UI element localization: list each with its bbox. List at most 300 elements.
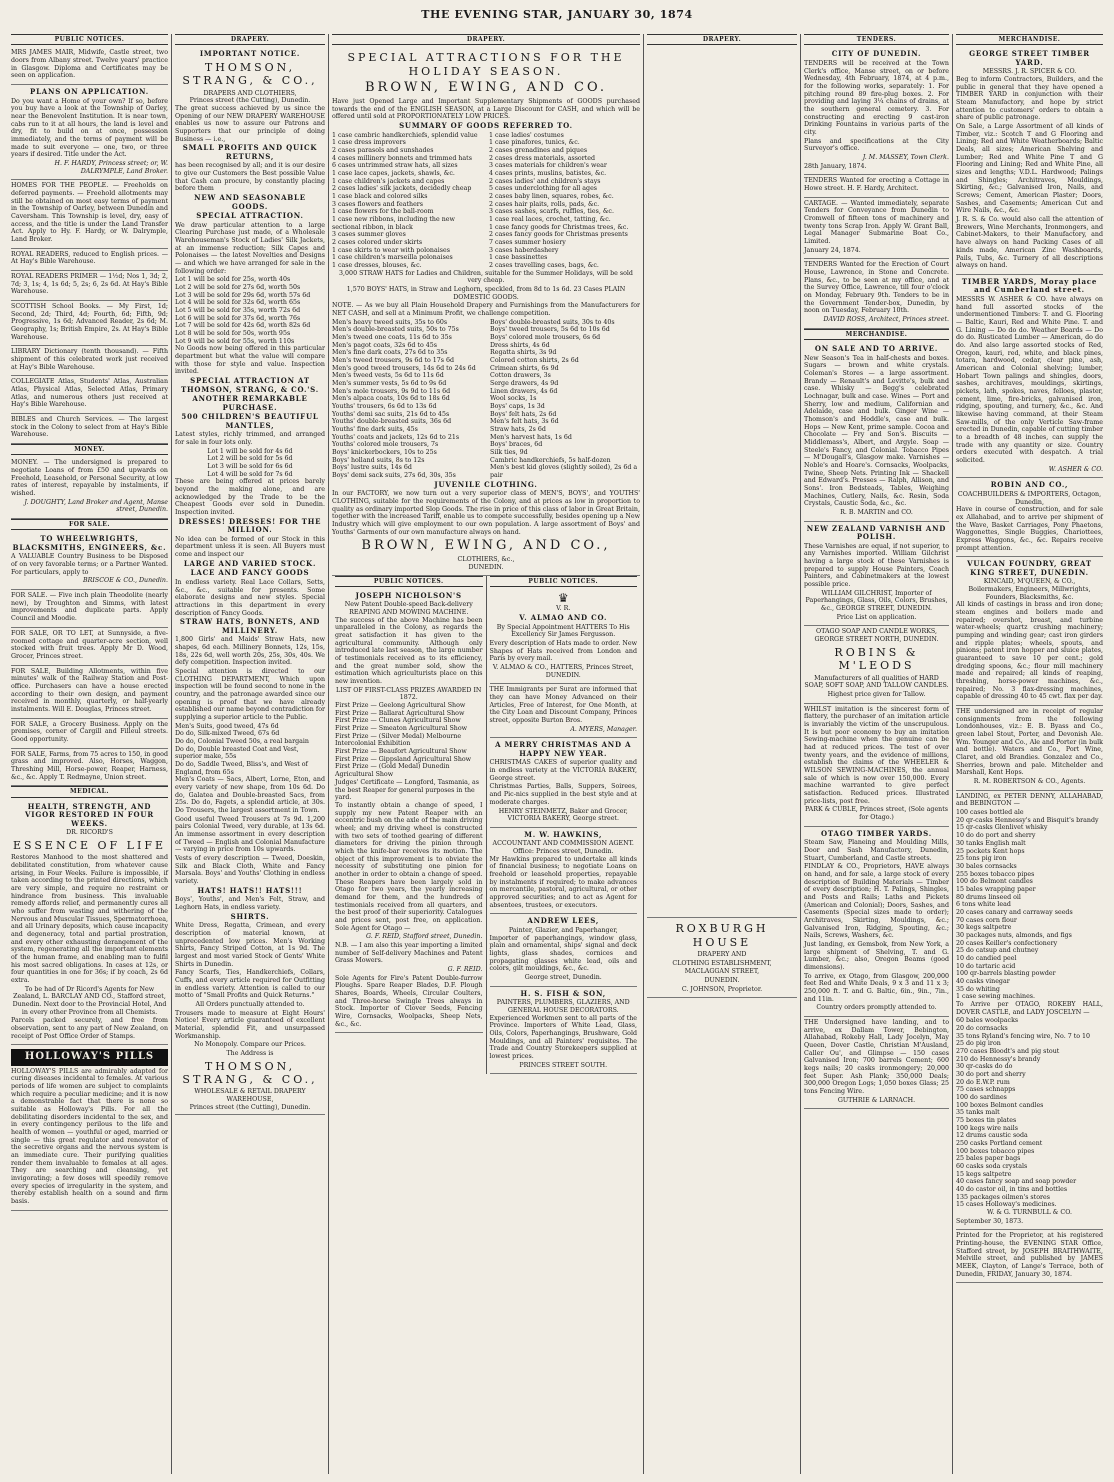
arrive-item: 270 cases Bloodt's and pig stout xyxy=(956,1047,1060,1055)
suit-item: Men's Suits, good tweed, 47s 6d xyxy=(175,722,279,730)
prize-item: First Prize — Beaufort Agricultural Show xyxy=(335,748,467,756)
ad-text: DUNEDIN. xyxy=(704,977,740,985)
arrive-item: 60 casks soda crystals xyxy=(956,1163,1028,1171)
ad-address: Office: Princes street, Dunedin. xyxy=(512,848,614,856)
arrive-item: 20 do cornsacks xyxy=(956,1024,1008,1032)
prize-item: First Prize — Smeaton Agricultural Show xyxy=(335,725,468,733)
price-item: Men's pagot coats, 32s 6d to 45s xyxy=(332,341,438,349)
ad-text: BIBLES and Church Services. — The largest stock in the Colony to select from at Hay's Bible Warehouse. xyxy=(11,416,168,439)
goods-item: 3 cases materials for children's wear xyxy=(489,162,607,170)
lot-item: Lot 6 will be sold for 37s 6d, worth 76s xyxy=(175,314,301,322)
landing-item: 100 do Belmont candles xyxy=(956,878,1033,886)
ad-text: All Orders punctually attended to. xyxy=(195,1000,305,1008)
ad-text: By Special Appointment HATTERS To His Excellency Sir James Fergusson. xyxy=(496,623,630,639)
ad-title: ANDREW LEES, xyxy=(527,916,600,926)
landing-item: 25 pockets Kent hops xyxy=(956,847,1025,855)
ad-heading: TIMBER YARDS, Moray place and Cumberland street. xyxy=(961,276,1098,295)
hawkins-ad xyxy=(490,828,638,915)
royal-readers-ad xyxy=(11,249,168,271)
ad-title: KINCAID, M'QUEEN, & CO., xyxy=(983,578,1076,586)
ad-text: The Address is xyxy=(226,1049,274,1057)
ad-text: 3,000 STRAW HATS for Ladies and Children, suitable for the Summer Holidays, will be sold very cheap. xyxy=(339,269,633,285)
ad-text: Price List on application. xyxy=(836,613,917,621)
ad-subheading: DR. RICORD'S xyxy=(66,829,113,837)
column-header: PUBLIC NOTICES. xyxy=(490,576,638,587)
ad-text: These are being offered at prices barely beyond the making alone, and are acknowledged by the Trade to be the Cheapest Goods ever sold in Dunedin. Inspection invited. xyxy=(175,478,325,517)
price-item: Men's good tweed trousers, 14s 6d to 24s 6d xyxy=(332,364,476,372)
ad-title: M. W. HAWKINS, xyxy=(524,829,603,839)
ad-text: FOR SALE, Building Allotments, within five minutes' walk of the Railway Station and Post-office. Purchasers can have a house erected according to their own design, and payment received in monthly, quarterly, or half-yearly instalments. Will E. Douglas, Princes street. xyxy=(11,667,168,713)
ad-text: LIBRARY Dictionary (tenth thousand). — Fifth shipment of this celebrated work just received at Hay's Bible Warehouse. xyxy=(11,348,168,371)
ad-heading: To Arrive per OTAGO, ROKEBY HALL, DOVER CASTLE, and LADY JOSCELYN — xyxy=(956,1000,1103,1016)
goods-item: 2 cases travelling cases, bags, &c. xyxy=(489,261,599,269)
robertson-ad xyxy=(956,706,1103,791)
sale-ad xyxy=(11,749,168,787)
royal-primer-ad xyxy=(11,271,168,301)
ad-subheading: Painter, Glazier, and Paperhanger, xyxy=(508,926,618,934)
ad-address: George street, Dunedin. xyxy=(524,973,602,981)
thomson-strang-ad xyxy=(175,47,325,1115)
ad-text: Experienced Workmen sent to all parts of the Province. Importers of White Lead, Glass, Oils, Colors, Paperhangings, Brushware, Gold Mouldings, and all Painters' requisites. The Trade and Country Storekeepers supplied at lowest prices. xyxy=(489,1014,637,1060)
landing-item: 100 cases bottled ale xyxy=(956,809,1024,817)
ad-text: Vests of every description — Tweed, Doeskin, Silk and Black Cloth, White and Fancy Marsala. Boys' and Youths' Clothing in endless variety. xyxy=(175,855,325,886)
goods-item: 1 case skirts to wear with polonaises xyxy=(332,246,450,254)
price-item: Boys' colored mole trousers, 6s 6d xyxy=(490,334,601,341)
ad-text: Beg to inform Contractors, Builders, and the public in general that they have opened a TIMBER YARD in conjunction with their Steam Manufactory, and hope by strict attention to customers' orders to obtain a share of public patronage. xyxy=(956,76,1103,122)
landing-item: 20 cases Keiller's confectionery xyxy=(956,939,1058,947)
landing-item: 10 do candied peel xyxy=(956,954,1017,962)
varnish-ad xyxy=(804,522,949,627)
goods-item: 1 case ladies' costumes xyxy=(489,131,564,139)
suit-item: Do do, Double breasted Coat and Vest, superior make, 55s xyxy=(175,745,299,761)
price-item: Cambric handkerchiefs, 5s half-dozen xyxy=(490,456,611,464)
blank-space xyxy=(647,47,797,917)
goods-item: 1 case flowers for the ball-room xyxy=(332,208,434,216)
vulcan-foundry-ad xyxy=(956,557,1103,706)
prize-item: First Prize — (Gold Medal) Dunedin Agricultural Show xyxy=(335,763,450,779)
ad-title: ROBIN AND CO., xyxy=(990,480,1069,490)
ad-text: Every description of Hats made to order. New Shapes of Hats received from London and Paris by every mail. xyxy=(489,640,637,663)
ad-signature: WILLIAM GILCHRIST, Importer of Paperhangings, Glass, Oils, Colors, Brushes, &c., GEORGE STREET, DUNEDIN. xyxy=(805,589,948,613)
ad-text: 1,570 BOYS' HATS, in Straw and Leghorn, speckled, from 8d to 1s 6d. 23 Cases PLAIN DOMESTIC GOODS. xyxy=(346,285,626,301)
martin-onsale-ad xyxy=(804,342,949,522)
landing-item: 6 tons white lead xyxy=(956,901,1011,909)
ad-heading: LIST OF FIRST-CLASS PRIZES AWARDED IN 1872. xyxy=(336,686,482,702)
sale-ad xyxy=(11,719,168,749)
victoria-bakery-ad xyxy=(490,738,638,827)
arrive-item: 100 boxes Belmont candles xyxy=(956,1101,1044,1109)
arrive-item: 15 cases Holloway's medicines. xyxy=(956,1201,1057,1209)
ad-text: Highest price given for Tallow. xyxy=(827,690,926,698)
roxburgh-house-ad xyxy=(647,917,797,998)
price-item: Men's summer vests, 5s 6d to 9s 6d xyxy=(332,380,447,388)
price-item: Boys' holland suits, 8s to 12s xyxy=(332,456,425,464)
goods-item: 4 cases prints, muslins, batistes, &c. xyxy=(489,169,607,177)
lot-item: Lot 3 will be sold for 6s 6d xyxy=(207,463,293,471)
ad-text: Latest styles, richly trimmed, and arranged for sale in four lots only. xyxy=(175,431,325,446)
ad-text: FOR SALE. — Five inch plain Theodolite (nearly new), by Troughton and Simms, with latest improvements and duplicate parts. Apply Council and Moodie. xyxy=(11,592,168,623)
lot-item: Lot 1 will be sold for 25s, worth 40s xyxy=(175,276,291,284)
ad-address: Princes street (the Cutting), Dunedin. xyxy=(189,97,311,105)
price-item: Men's double-breasted suits, 50s to 75s xyxy=(332,326,459,334)
ad-text: Restores Manhood to the most shattered and debilitated constitution, from whatever cause arising, in Four Weeks. Failure is impossible, if taken according to the printed directions, which are very simple, and require no restraint or hindrance from business. This invaluable remedy affords relief, and permanently cures all who suffer from wasting and withering of the Nervous and Muscular Tissues, Spermatorrhoea, and all Urinary deposits, which cause incapacity and degeneracy, total and partial prostration, and every other exhausting derangement of the system, regenerating all the important elements of the human frame, and enabling man to fulfil his most sacred obligations. In cases at 12s, or four quantities in one for 36s; if by coach, 2s 6d extra. xyxy=(11,854,168,984)
arrive-item: 25 bales paper bags xyxy=(956,1155,1021,1163)
landing-item: 80 drums linseed oil xyxy=(956,893,1021,901)
section-header: MERCHANDISE. xyxy=(804,329,949,340)
nicholson-reaper-ad xyxy=(335,589,483,1033)
ad-text: WHILST imitation is the sincerest form of flattery, the purchaser of an imitation article is invariably the victim of the unscrupulous. It is but poor economy to buy an imitation Sewing-machine when the genuine can be had at reduced prices. The test of over twenty years, and the evidence of millions, establish the claims of the WHEELER & WILSON SEWING-MACHINES, the annual sale of which is now over 150,000. Every machine warranted to give perfect satisfaction. Reduced prices. Illustrated price-lists, post free. xyxy=(804,705,949,805)
ad-heading: NEW AND SEASONABLE GOODS. xyxy=(194,193,306,211)
ad-subheading: PAINTERS, PLUMBERS, GLAZIERS, AND GENERAL HOUSE DECORATORS. xyxy=(496,999,630,1014)
ad-subheading: V. R. xyxy=(556,605,571,613)
ad-text: MACLAGGAN STREET, xyxy=(684,968,760,976)
ad-text: No Goods now being offered in this particular department but what the value will compare with those for style and value. Inspection invited. xyxy=(175,345,325,376)
ad-heading: LANDING, ex PETER DENNY, ALLAHABAD, and BEBINGTON — xyxy=(956,792,1103,808)
ad-text: The great success achieved by us since the Opening of our NEW DRAPERY WAREHOUSE enables us now to assure our Patrons and Supporters that our principle of doing Business — i.e., xyxy=(175,105,325,143)
ad-text: MESSRS W. ASHER & CO. have always on hand full assorted stocks of the undermentioned Timbers: T. and G. Flooring — Baltic, Kauri, Red and White Pine. T. and G. Lining — Do do do. Weather Boards — Do do do. Rusticated Lumber — American, do do do. And also large assorted stocks of Red, Oregon, kauri, red, white, and black pines, totara, hardwood, cedar, clear pine, ash, American and Colonial shelving; lumber, Hobart Town palings and shingles, doors, sashes, architraves, mouldings, skirtings, pickets, lath, spokes, naves, felloes, plaster, cement, lime, fire-bricks, galvanised iron, ridging, spouting, and turnery, &c., &c. And likewise having command, at their Steam Saw-mills, of the only Verticle Saw-frame erected in Dunedin, capable of cutting timber to a breadth of 48 inches, can supply the trade with any quantity or size. Country orders executed with despatch. A trial solicited. xyxy=(956,295,1103,465)
price-item: Men's tweed vests, 5s 6d to 11s 6d xyxy=(332,372,444,380)
landing-item: 25 do catsup and chutney xyxy=(956,947,1039,955)
goods-item: 1 case dress improvers xyxy=(332,139,406,147)
ad-text: A VALUABLE Country Business to be Disposed of on very favorable terms; or a Partner Wanted. For particulars, apply to xyxy=(11,553,168,576)
prize-item: First Prize — Ballarat Agricultural Show xyxy=(335,709,465,717)
ad-title: BROWN, EWING, AND CO., xyxy=(361,538,611,554)
library-ad xyxy=(11,346,168,376)
essence-of-life-ad xyxy=(11,800,168,1046)
goods-item: 1 case lace capes, jackets, shawls, &c. xyxy=(332,169,455,177)
midwife-ad xyxy=(11,47,168,85)
landing-item: 15 qr-casks Glenlivet whisky xyxy=(956,824,1048,832)
column-header: TENDERS. xyxy=(804,34,949,45)
column-header: PUBLIC NOTICES. xyxy=(11,34,168,45)
price-item: Linen drawers, 4s 6d xyxy=(490,387,558,395)
goods-item: 7 cases summer hosiery xyxy=(489,238,566,246)
ad-text: CLOTHING ESTABLISHMENT, xyxy=(672,959,772,967)
collegiate-ad xyxy=(11,376,168,414)
goods-item: 6 cases untrimmed straw hats, all sizes xyxy=(332,162,458,170)
price-list-right xyxy=(490,319,640,480)
royal-crest-icon: ♛ xyxy=(557,590,569,605)
bibles-ad xyxy=(11,414,168,444)
lot-item: Lot 4 will be sold for 32s 6d, worth 65s xyxy=(175,299,301,307)
landing-item: 100 qr-barrels blasting powder xyxy=(956,970,1056,978)
ad-text: Trousers made to measure at Eight Hours' Notice! Every article guaranteed of excellent Material, splendid Fit, and unsurpassed Workmanship. xyxy=(175,1009,325,1040)
ad-heading: OTAGO SOAP AND CANDLE WORKS, GEORGE STREET NORTH, DUNEDIN. xyxy=(814,628,939,644)
price-item: Boys' caps, 1s 3d xyxy=(490,403,545,411)
ad-signature: A. MYERS, Manager. xyxy=(570,725,637,733)
goods-item: 1 case pinafores, tunics, &c. xyxy=(489,139,580,147)
arrive-item: 210 do Hennessy's brandy xyxy=(956,1055,1041,1063)
goods-item: 2 cases parasols and sunshades xyxy=(332,146,434,154)
ad-title: ESSENCE OF LIFE xyxy=(13,838,166,852)
section-header: MONEY. xyxy=(11,444,168,455)
ad-subheading: Boilermakers, Engineers, Millwrights, Founders, Blacksmiths, &c. xyxy=(968,586,1091,601)
cartage-ad xyxy=(804,198,949,260)
ad-heading: HATS! HATS!! HATS!!! xyxy=(197,885,303,895)
ad-date: January 24, 1874. xyxy=(804,246,861,254)
lot-list xyxy=(175,448,325,479)
ad-text: Have just Opened Large and Important Supplementary Shipments of GOODS purchased towards the end of the ENGLISH SEASON, at a Large Discount for CASH, and which will be offered until sold at PROPORTIONATELY LOW PRICES. xyxy=(332,97,640,121)
ad-subheading: WHOLESALE & RETAIL DRAPERY WAREHOUSE, xyxy=(194,1088,306,1104)
holloway-banner: HOLLOWAY'S PILLS xyxy=(11,1049,168,1065)
ad-text: Parcels packed securely, and free from observation, sent to any part of New Zealand, on receipt of Post Office Order of Stamps. xyxy=(11,1017,168,1040)
goods-item: 3 cases sashes, scarfs, ruffles, ties, &c. xyxy=(489,208,614,216)
ad-signature: J. M. MASSEY, Town Clerk. xyxy=(862,153,949,161)
lot-item: Lot 1 will be sold for 4s 6d xyxy=(207,447,293,455)
ad-text: New Season's Tea in half-chests and boxes. Sugars — brown and white crystals. Coleman's Stores — a large assortment. Brandy — Renault's and Levitte's, bulk and case. Whisky — Begg's celebrated Lochnagar, bulk and case. Wines — Port and Sherry, low and medium, Californian and Adelaide, case and bulk. Ginger Wine — Thomson's and Hoddle's, case and bulk. Hops — New Kent, prime sample. Cocoa and Chocolate — Fry and Son's. Biscuits — Middlemass's, Albert, and Argyle. Soap — Steele's Fancy, and Colonial. Tobacco Pipes — M'Dougall's, Glasgow make. Varnishes — Noble's and Hoare's. Cornsacks, Woolpacks, Twine, Sheep Nets. Printing Ink — Shackell and Edward's. Presses — Ralph, Allison, and Sons'. Iron Bedsteads, Tables, Weighing Machines, Cutlery, Nails, &c. Resin, Soda Crystals, Caustic Soda, &c., &c. xyxy=(804,354,949,508)
ad-text: Just landing, ex Gemsbok, from New York, a large shipment of Shelving, T. and G. Lumber, &c.; also, Oregon Beams (good dimensions). xyxy=(804,940,949,971)
ad-signature: G. F. REID, Stafford street, Dunedin. xyxy=(366,933,483,941)
imprint-text: Printed for the Proprietor, at his registered Printing-house, the EVENING STAR Office, Stafford street, by JOSEPH BRAITHWAITE, Melville street, and published by JAMES MEEK, Clayton, of Lange's Terrace, both of Dunedin, FRIDAY, January 30, 1874. xyxy=(956,1232,1103,1278)
lot-item: Lot 8 will be sold for 50s, worth 95s xyxy=(175,330,291,338)
goods-item: 1 case dresses, blouses, &c. xyxy=(332,261,422,269)
price-item: Men's harvest hats, 1s 6d xyxy=(490,433,572,441)
arrive-item: 40 cases fancy soap and soap powder xyxy=(956,1178,1077,1186)
ad-signature: R. M. ROBERTSON & CO., Agents. xyxy=(973,778,1086,786)
ad-text: N.B. — I am also this year importing a limited number of Self-delivery Machines and Patent Grass Mowers. xyxy=(335,941,483,965)
price-item: Men's alpaca coats, 10s 6d to 18s 6d xyxy=(332,395,450,403)
clothing-prices xyxy=(332,319,640,480)
prize-item: Judges' Certificate — Longford, Tasmania, as the best Reaper for general purposes in the yard. xyxy=(335,778,479,802)
column-tenders xyxy=(800,34,952,1474)
scottish-books-ad xyxy=(11,301,168,346)
ad-text: MONEY. — The undersigned is prepared to negotiate Loans of from £50 and upwards on Freehold, Leasehold, or Personal Security, at low rates of interest, repayable by instalments, if wished. xyxy=(11,459,168,498)
ad-signature: G. F. REID. xyxy=(447,965,483,973)
ad-text: In our FACTORY, we now turn out a very superior class of MEN'S, BOYS', and YOUTHS' CLOTHING, suitable for the requirements of the Colony, and at prices as low in proportion to quality as ordinary imported Slop Goods. The rise in price of this class of labor in Great Britain, together with the increased Tariff, enable us to compete successfully, besides opening up a New Industry which will give employment to our own population. A large assortment of Boys' and Youths' Garments of our own manufacture always on hand. xyxy=(332,490,640,536)
cottage-tender-ad xyxy=(804,175,949,197)
ad-heading: LARGE AND VARIED STOCK. xyxy=(183,558,317,568)
ad-heading: ON SALE AND TO ARRIVE. xyxy=(814,343,939,353)
ad-title: H. S. FISH & SON, xyxy=(520,988,606,998)
price-item: Men's felt hats, 3s 6d xyxy=(490,418,559,426)
landing-item: 20 cases canary and carraway seeds xyxy=(956,908,1073,916)
prize-item: First Prize — Geelong Agricultural Show xyxy=(335,702,466,710)
ad-address: DUNEDIN. xyxy=(468,563,504,571)
money-ad xyxy=(11,457,168,519)
lot-item: Lot 2 will be sold for 5s 6d xyxy=(207,455,293,463)
ad-date: September 30, 1873. xyxy=(956,1217,1024,1225)
ad-text: All kinds of castings in brass and iron done; steam engines and boilers made and repaired; overshot, breast, and turbine water-wheels; quartz crushing machinery; pumping and winding gear; cast iron girders and ripple plates; wheels, spouts, and pinions; patent iron hopper and sluice plates, guaranteed to save 10 per cent.; gold dredging spoons, &c.; flour mill machinery made and repaired; all kinds of reaping, threshing, horse-power machines, &c., repaired; No. 3 flax-dressing machines, capable of dressing 40 to 45 cwt. flax per day. xyxy=(956,601,1103,701)
arrive-item: 15 kegs saltpetre xyxy=(956,1170,1012,1178)
section-header: MEDICAL. xyxy=(11,786,168,797)
arrive-item: 30 do port and sherry xyxy=(956,1070,1026,1078)
ad-text: Manufacturers of all qualities of HARD SOAP, SOFT SOAP, AND TALLOW CANDLES. xyxy=(804,674,949,690)
goods-summary xyxy=(332,132,640,270)
price-item: Men's tweed one coats, 11s 6d to 35s xyxy=(332,334,452,341)
ad-text: Importer of paperhangings, window glass, plain and ornamental, ships' signal and deck lights, glass shades, cornices and propagating glasses white lead, oils and colors, gilt mouldings, &c., &c. xyxy=(489,934,637,973)
ad-text: Plans and specifications at the City Surveyor's office. xyxy=(804,137,949,153)
ad-heading: PLANS ON APPLICATION. xyxy=(30,87,149,96)
ad-heading: IMPORTANT NOTICE. xyxy=(199,49,301,59)
goods-list-right xyxy=(489,132,640,270)
ad-heading: 500 CHILDREN'S BEAUTIFUL MANTLES, xyxy=(181,412,319,430)
ad-text: To be had of Dr Ricord's Agents for New Zealand, L. BARCLAY AND CO., Stafford street, Dunedin. Next door to the Provincial Hotel, And in every other Province from all Chemists. xyxy=(12,985,167,1016)
ad-text: To instantly obtain a change of speed, I supply my new Patent Reaper with an eccentric bush on the axle of the main driving wheel; and my driving wheel is constructed with two sets of toothed gearing of different diameters for driving the pinion through which the knife-bar receives its motion. The object of this improvement is to obviate the necessity of substituting one pinion for another in order to obtain a change of speed. These Reapers have been largely sold in Otago for two years, the yearly increasing demand for them, and the hundreds of testimonials received from all quarters, and the best proof of their superiority. Catalogues and prices sent, post free, on application. Sole Agent for Otago — xyxy=(335,801,483,932)
landing-item: 20 qr-casks Hennessy's and Bisquit's brandy xyxy=(956,816,1099,824)
column-drapery-roxburgh xyxy=(643,34,800,1474)
robin-coachbuilders-ad xyxy=(956,478,1103,557)
price-item: Youths' colored mole trousers, 7s xyxy=(332,441,439,449)
column-merchandise xyxy=(952,34,1106,1474)
arrive-item: 12 drums caustic soda xyxy=(956,1132,1028,1140)
landing-item: 40 casks vinegar xyxy=(956,977,1010,985)
ad-text: has been recognised by all; and it is our desire to give our Customers the Best possible Value that Cash can procure, by constantly placing before them xyxy=(175,162,325,193)
price-item: Straw hats, 2s 6d xyxy=(490,426,546,434)
price-item: Men's mole trousers, 9s 9d to 11s 6d xyxy=(332,387,451,395)
newspaper-title: THE EVENING STAR, JANUARY 30, 1874 xyxy=(421,8,693,21)
lot-item: Lot 4 will be sold for 7s 6d xyxy=(207,470,293,478)
lot-item: Lot 2 will be sold for 27s 6d, worth 50s xyxy=(175,284,301,292)
goods-item: 4 cases millinery bonnets and trimmed hats xyxy=(332,154,472,162)
ad-signature: HENRY STEINMETZ, Baker and Grocer, VICTORIA BAKERY, George street. xyxy=(498,807,628,823)
suit-item: Do do, Silk-mixed Tweed, 67s 6d xyxy=(175,730,280,738)
ad-text: J. R. S. & Co. would also call the attention of Brewers, Wine Merchants, Ironmongers, and Cabinet-Makers, to their Manufactory, and have always on hand Packing Cases of all kinds made, American Zinc Washboards, Pails, Tubs, &c. Turnery of all descriptions always on hand. xyxy=(956,216,1103,270)
city-tenders-ad xyxy=(804,47,949,175)
prize-item: First Prize — (Silver Medal) Melbourne Intercolonial Exhibition xyxy=(335,732,462,748)
arrive-item: 60 bales woolpacks xyxy=(956,1017,1019,1025)
ad-title: THOMSON, STRANG, & CO., xyxy=(182,60,318,88)
ad-text: TENDERS Wanted for the Erection of Court House, Lawrence, in Stone and Concrete. Plans, &c., to be seen at my office, and at the Survey Office, Lawrence, till four o'clock on Monday, February 9th. Tenders to be in the Government Tender-box, Dunedin, by noon on Tuesday, February 10th. xyxy=(804,261,949,315)
landing-item: 10 do do port and sherry xyxy=(956,832,1036,840)
price-item: Boys' lustre suits, 14s 6d xyxy=(332,464,412,472)
ad-text: Men's Coats — Sacs, Albert, Lorne, Eton, and every variety of new shape, from 10s 6d. Do do, Galatea and Double-breasted Sacs, from 25s. Do do, Fagets, a splendid article, at 30s. Do Trousers, the largest assortment in Town. xyxy=(175,776,325,815)
prize-item: First Prize — Clunes Agricultural Show xyxy=(335,717,461,725)
goods-item: 2 cases ladies' silk jackets, decidedly cheap xyxy=(332,185,472,193)
plans-ad xyxy=(11,85,168,180)
goods-item: 2 cases baby linen, squares, robes, &c. xyxy=(489,192,614,200)
goods-item: 1 case black and colored silks xyxy=(332,192,428,200)
ad-text: Boys', Youths', and Men's Felt, Straw, and Leghorn Hats, in endless variety. xyxy=(175,896,325,911)
ad-signature: DAVID ROSS, Architect, Princes street. xyxy=(823,316,949,323)
sale-ad xyxy=(11,590,168,628)
ad-heading: SMALL PROFITS AND QUICK RETURNS, xyxy=(182,143,318,161)
ad-title: BROWN, EWING, AND CO. xyxy=(364,80,607,96)
goods-item: 1 case cambric handkerchiefs, splendid value xyxy=(332,131,478,139)
arrive-item: 75 boxes tin plates xyxy=(956,1117,1017,1125)
guthrie-larnach-ad xyxy=(804,1017,949,1109)
holloway-ad xyxy=(11,1045,168,1210)
ad-subheading: CLOTHIERS, &c., xyxy=(457,556,515,564)
ad-text: White Dress, Regatta, Crimean, and every description of material known, at unprecedented low prices. Men's Working Shirts, Fancy Striped Cotton, at 1s 9d. The largest and most varied Stock of Gents' White Shirts in Dunedin. xyxy=(175,922,325,968)
goods-item: 1 case real laces, crochet, tatting, &c. xyxy=(489,215,611,223)
ad-text: TENDERS will be received at the Town Clerk's office, Manse street, on or before Wednesday, 4th February, 1874, at 4 p.m., for the following works, separately: 1. For pitching round 89 fire-plug boxes. 2. For providing and laying 3¼ chains of drains, at the southern general cemetery. 3. For constructing and erecting 9 cast-iron Drinking Fountains in various parts of the city. xyxy=(804,59,949,136)
ad-address: PRINCES STREET SOUTH. xyxy=(519,1061,608,1069)
sale-ad xyxy=(11,666,168,719)
ad-text: Fancy Scarfs, Ties, Handkerchiefs, Collars, Cuffs, and every article required for Outfitting in endless variety. Attention is called to our motto of "Small Profits and Quick Returns." xyxy=(175,969,325,1000)
ad-text: THE Immigrants per Surat are informed that they can have Money Advanced on their Articles, Free of Interest, for One Month, at the City Loan and Discount Company, Princes street, opposite Burton Bros. xyxy=(489,686,637,725)
arrive-item: 75 cases schnapps xyxy=(956,1086,1016,1094)
landing-item: 1 case sewing machines. xyxy=(956,993,1036,1001)
ad-text: We draw particular attention to a large Clearing Purchase just made, of a Wholesale Warehouseman's Stock of Ladies' Silk Jackets, at an immense reduction; Silk Capes and Polonaises — the latest Novelties and Designs — and which we have arranged for sale in the following order: xyxy=(175,221,325,275)
ad-signature: H. F. HARDY, Princess street; or, W. DALRYMPLE, Land Broker. xyxy=(54,159,168,175)
ad-heading: CITY OF DUNEDIN. xyxy=(831,49,922,59)
ad-title: V. ALMAO AND CO. xyxy=(519,613,608,623)
arrive-item: 100 boxes tobacco pipes xyxy=(956,1147,1035,1155)
brown-ewing-ad xyxy=(332,47,640,575)
ad-text: No Monopoly. Compare our Prices. xyxy=(194,1041,306,1049)
page-columns xyxy=(8,34,1106,1474)
fish-son-ad xyxy=(490,987,638,1075)
courthouse-tender-ad xyxy=(804,259,949,328)
arrive-item: 100 do sardines xyxy=(956,1094,1007,1101)
goods-item: 2 cases hair plaits, rolls, pads, &c. xyxy=(489,200,600,208)
landing-list xyxy=(956,809,1103,1001)
soap-works-ad xyxy=(804,626,949,703)
price-item: Youths' demi sac suits, 21s 6d to 45s xyxy=(332,410,450,418)
ad-subheading: DRAPERS AND CLOTHIERS, xyxy=(203,89,297,97)
ad-text: NOTE. — As we buy all Plain Household Drapery and Furnishings from the Manufacturers for NET CASH, and sell at a Minimum Profit, we challenge competition. xyxy=(332,302,640,317)
suit-list xyxy=(175,723,325,777)
ad-text: MRS JAMES MAIR, Midwife, Castle street, two doors from Albany street. Twelve years' practice in Glasgow. Diploma and Certificates may be seen on application. xyxy=(11,49,168,80)
turnbull-ad xyxy=(956,791,1103,1231)
price-item: Boys' double-breasted suits, 30s to 40s xyxy=(490,318,615,326)
price-item: Boys' tweed trousers, 5s 6d to 10s 6d xyxy=(490,326,610,334)
ad-title: ROBINS & M'LEODS xyxy=(834,645,919,673)
ad-text: These Varnishes are equal, if not superior, to any Varnishes imported. William Gilchrist having a large stock of these Varnishes is prepared to supply House Painters, Coach Painters, and Cabinetmakers at the lowest possible price. xyxy=(804,542,949,589)
ad-text: TENDERS Wanted for erecting a Cottage in Howe street. H. F. Hardy, Architect. xyxy=(804,177,949,192)
ad-text: Have in course of construction, and for sale ex Allahabad, and to arrive per shipment of the Wave, Basket Carriages, Pony Phaetons, Waggonettes, Single Buggies, Chariottees, Express Waggons, &c., &c. Repairs receive prompt attention. xyxy=(956,506,1103,552)
ad-text: The success of the above Machine has been unparalleled in the Colony, as regards the great satisfaction it has given to the agricultural community. Although only introduced late last season, the large number of testimonials received as to its efficiency, and the great number sold, show the estimation which agriculturists place on this new invention. xyxy=(335,616,483,686)
ad-signature: W. ASHER & CO. xyxy=(1048,465,1103,473)
goods-item: 3 cases summer gloves xyxy=(332,231,406,239)
goods-item: 1 case fancy goods for Christmas trees, &c. xyxy=(489,223,629,231)
goods-item: 5 cases underclothing for all ages xyxy=(489,185,598,193)
ad-subheading: COACHBUILDERS & IMPORTERS, Octagon, Dunedin, xyxy=(957,490,1102,506)
prize-item: First Prize — Gippsland Agricultural Show xyxy=(335,755,472,763)
ad-text: FOR SALE, OR TO LET, at Sunnyside, a five-roomed cottage and quarter-acre section, well stocked with fruit trees. Apply Mr D. Wood, Grocer, Princes street. xyxy=(11,629,168,660)
price-item: Wool socks, 1s xyxy=(490,395,537,403)
ad-text: HOLLOWAY'S PILLS are admirably adapted for curing diseases incidental to females. At various periods of life women are subject to complaints which require a peculiar medicine; and it is now a demonstrable fact that there is none so suitable as Holloway's Pills. For all the debilitating disorders incidental to the sex, and in every contingency perilous to the life and health of women — youthful or aged, married or single — this great regulator and renovator of the secretive organs and the nervous system is an immediate cure. Their purifying qualities render them invaluable to females at all ages. They are searching and cleansing, yet invigorating; a few doses will speedily remove every species of irregularity in the system, and thereby establish health on a sound and firm basis. xyxy=(11,1067,168,1205)
ad-text: Country orders promptly attended to. xyxy=(816,1004,937,1012)
goods-item: 3 cases flowers and feathers xyxy=(332,200,424,208)
price-item: Dress shirts, 4s 6d xyxy=(490,341,550,349)
goods-list-left xyxy=(332,132,483,270)
landing-item: 255 boxes tobacco pipes xyxy=(956,870,1035,878)
landing-item: 30 tanks English malt xyxy=(956,839,1026,847)
ad-signature: R. B. MARTIN and CO. xyxy=(840,508,913,516)
ad-signature: W. & G. TURNBULL & CO. xyxy=(986,1209,1073,1217)
landing-item: 30 bales cornsacks xyxy=(956,862,1017,870)
ad-address: Princes street (the Cutting), Dunedin. xyxy=(189,1103,311,1111)
arrive-item: 35 tons Ryland's fencing wire, No. 7 to 10 xyxy=(956,1032,1091,1040)
masthead xyxy=(0,0,1114,34)
price-item: Serge drawers, 4s 9d xyxy=(490,380,559,388)
price-item: Regatta shirts, 3s 9d xyxy=(490,349,557,357)
ad-heading: HEALTH, STRENGTH, AND VIGOR RESTORED IN FOUR WEEKS. xyxy=(25,801,154,828)
ad-heading: SHIRTS. xyxy=(230,911,270,921)
goods-item: 2 cases ladies' and children's stays xyxy=(489,177,601,185)
column-drapery-thomson xyxy=(171,34,328,1474)
price-item: Youths' coats and jackets, 12s 6d to 21s xyxy=(332,433,460,441)
ad-title: THOMSON, STRANG, & CO., xyxy=(182,1059,318,1087)
goods-item: 2 cases colored under skirts xyxy=(332,238,423,246)
prize-list xyxy=(335,702,483,802)
arrive-item: 250 casks Portland cement xyxy=(956,1140,1043,1148)
landing-item: 30 packages nuts, almonds, and figs xyxy=(956,931,1072,939)
landing-item: 10 do tartaric acid xyxy=(956,962,1016,970)
ad-heading: DRESSES! DRESSES! FOR THE MILLION. xyxy=(178,516,322,535)
price-item: Men's best kid gloves (slightly soiled), 2s 6d a pair xyxy=(490,464,638,480)
business-ad xyxy=(11,532,168,590)
ad-heading: SPECIAL ATTRACTION. xyxy=(196,211,304,221)
ad-heading: SPECIAL ATTRACTION AT THOMSON, STRANG, & CO.'S. xyxy=(181,376,319,394)
ad-subheading: New Patent Double-speed Back-delivery REAPING AND MOWING MACHINE. xyxy=(344,601,473,617)
price-item: Crimean shirts, 6s 9d xyxy=(490,364,559,372)
ad-text: COLLEGIATE Atlas, Students' Atlas, Australian Atlas, Physical Atlas, Selected Atlas, Primary Atlas, and numerous others just received at Hay's Bible Warehouse. xyxy=(11,378,168,409)
price-item: Boys' knickerbockers, 10s to 25s xyxy=(332,449,437,457)
goods-item: 1 case new ribbons, including the new sectional ribbon, in black xyxy=(332,215,455,231)
ad-heading: SUMMARY OF GOODS REFERRED TO. xyxy=(399,121,573,130)
